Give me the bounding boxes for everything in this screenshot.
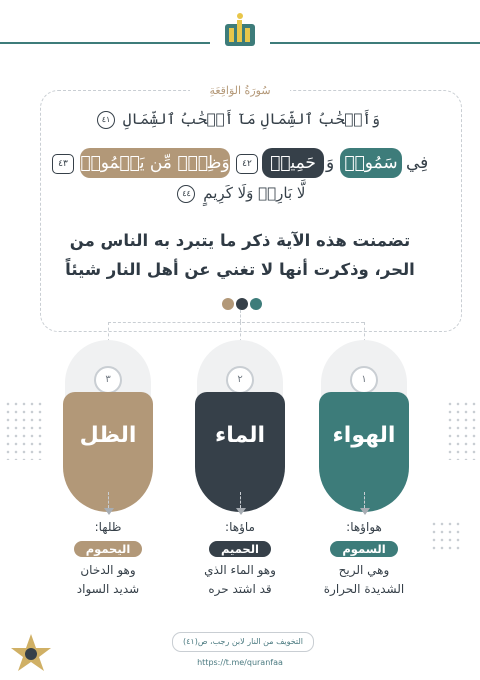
- item-3-details: [43, 520, 173, 599]
- down-arrow-icon: [104, 508, 114, 515]
- item-2-lead: ماؤها:: [225, 520, 255, 534]
- brand-logo-icon: [222, 10, 258, 50]
- item-3-title: الظل: [63, 392, 153, 512]
- connector-dot-teal: [250, 298, 262, 310]
- item-2-body-2: قد اشتد حره: [208, 582, 272, 596]
- connector-left: [108, 322, 109, 342]
- highlight-hamim: حَمِيمٖ: [262, 148, 324, 178]
- item-1-body-2: الشديدة الحرارة: [323, 582, 405, 596]
- connector-stem: [240, 310, 241, 322]
- down-line-3: [108, 492, 109, 508]
- highlight-samum: سَمُومٖ: [340, 148, 402, 178]
- connector-horizontal: [108, 322, 364, 323]
- verse-word-wa: وَ: [326, 153, 335, 173]
- item-1-details: [299, 520, 429, 599]
- header-line-right: [270, 42, 480, 44]
- item-3-tag: اليحموم: [74, 541, 143, 557]
- connector-dot-tan: [222, 298, 234, 310]
- verse-43-number: ٤٣: [52, 154, 74, 174]
- verse-word-fi: فِي: [406, 153, 429, 173]
- item-3-body-1: وهو الدخان: [80, 563, 136, 577]
- decor-dots-bottom-right: [430, 520, 460, 550]
- decor-dots-left: [4, 400, 44, 460]
- decor-dots-right: [446, 400, 480, 460]
- surah-name: سُورَةُ الوَاقِعَةِ: [190, 84, 290, 97]
- item-2-title: الماء: [195, 392, 285, 512]
- verse-44-number: ٤٤: [177, 185, 195, 203]
- item-3-body-2: شديد السواد: [76, 582, 140, 596]
- channel-link[interactable]: https://t.me/quranfaa: [197, 658, 283, 667]
- highlight-yahmum: وَظِلّٖ مِّن يَحۡمُومٖ: [80, 148, 230, 178]
- description-text: تضمنت هذه الآية ذكر ما يتبرد به الناس من الحر، وذكرت أنها لا تغني عن أهل النار شيئاً: [65, 231, 415, 279]
- item-3-lead: ظلها:: [94, 520, 122, 534]
- verse-42-number: ٤٢: [236, 154, 258, 174]
- verse-41-text: وَأَصۡحَٰبُ ٱلشِّمَالِ مَآ أَصۡحَٰبُ ٱلشِّمَالِ: [122, 110, 380, 128]
- source-citation: التخويف من النار لابن رجب، ص(٤١): [172, 632, 314, 652]
- down-arrow-icon: [360, 508, 370, 515]
- item-2-tag: الحميم: [209, 541, 271, 557]
- verse-41: [100, 110, 380, 129]
- item-1-number: ١: [350, 366, 378, 394]
- verse-44: [130, 184, 350, 203]
- verse-44-text: لَّا بَارِدٖ وَلَا كَرِيمٍ: [203, 184, 306, 202]
- item-1-tag: السموم: [330, 541, 397, 557]
- verse-41-number: ٤١: [97, 111, 115, 129]
- down-arrow-icon: [236, 508, 246, 515]
- connector-right: [364, 322, 365, 342]
- connector-mid: [240, 322, 241, 342]
- forum-logo-icon: [6, 630, 56, 676]
- down-line-2: [240, 492, 241, 508]
- item-1-lead: هواؤها:: [346, 520, 382, 534]
- item-2-number: ٢: [226, 366, 254, 394]
- down-line-1: [364, 492, 365, 508]
- item-3-number: ٣: [94, 366, 122, 394]
- connector-dot-dark: [236, 298, 248, 310]
- item-2-body-1: وهو الماء الذي: [204, 563, 276, 577]
- item-1-title: الهواء: [319, 392, 409, 512]
- header-line-left: [0, 42, 210, 44]
- item-2-details: [175, 520, 305, 599]
- item-1-body-1: وهي الريح: [338, 563, 390, 577]
- verse-42-43-row: [40, 148, 440, 178]
